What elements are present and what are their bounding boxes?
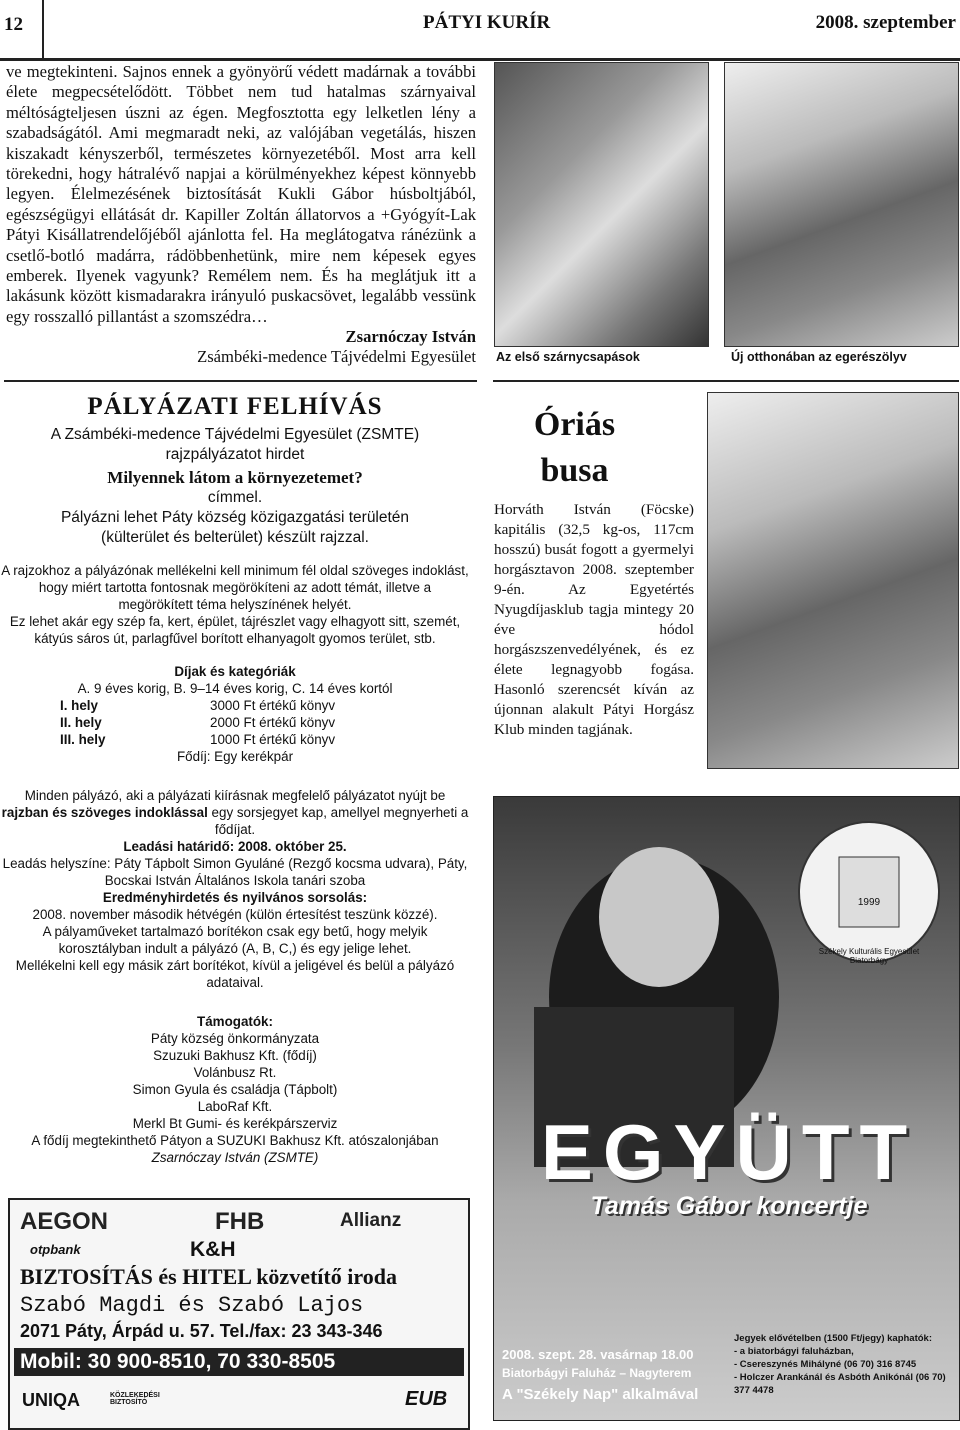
poster-event-info (502, 1347, 732, 1403)
newspaper-name: PÁTYI KURÍR (423, 12, 551, 33)
sponsor-item: LaboRaf Kft. (197, 1099, 273, 1114)
main-prize: Fődíj: Egy kerékpár (176, 749, 294, 764)
sponsor-item: Simon Gyula és családja (Tápbolt) (132, 1082, 338, 1097)
competition-para5: Mellékelni kell egy másik zárt borítékot, kívül a jeligével és belül a pályázó adataival. (15, 958, 455, 990)
results-title: Eredményhirdetés és nyilvános sorsolás: (102, 890, 368, 905)
prize-place: III. hely (60, 732, 106, 747)
competition-line1: A Zsámbéki-medence Tájvédelmi Egyesület (ZSMTE) (50, 426, 420, 443)
competition-title: PÁLYÁZATI FELHÍVÁS (87, 393, 383, 420)
sponsor-item: Merkl Bt Gumi- és kerékpárszerviz (132, 1116, 338, 1131)
article-signature (6, 327, 476, 367)
prize-place: II. hely (60, 715, 102, 730)
sponsor-item: Páty község önkormányzata (150, 1031, 320, 1046)
photo-bird-wings (494, 62, 709, 347)
logo-kozlekedesi: KÖZLEKEDÉSI BIZTOSÍTÓ (110, 1392, 160, 1406)
prizes-title: Díjak és kategóriák (174, 664, 296, 679)
fish-article: Horváth István (Föcske) kapitális (32,5 kg-os, 117cm hosszú) busát fogott a gyermelyi horgásztavon 2008. szeptember 9-én. Az Egyetértés Nyugdíjasklub tagja mintegy 20 éve hódol horgászszenvedélyének, és ez élete legnagyobb fogása. Hasonló szerencsét kíván az újonnan alakult Pátyi Horgász Klub minden tagjának. (494, 501, 694, 738)
para3-part: egy sorsjegyet kap, amellyel megnyerheti a fődíjat. (207, 805, 469, 837)
concert-poster (493, 796, 960, 1421)
poster-logo-text: Székely Kulturális Egyesület Biatorbágy (818, 947, 920, 965)
bird-article (6, 62, 476, 367)
page-header (0, 0, 960, 61)
poster-ticket-item: - a biatorbágyi faluházban, (734, 1346, 854, 1357)
caption-new-home: Új otthonában az egerészölyv (731, 350, 907, 364)
poster-tickets-title: Jegyek elővételben (1500 Ft/jegy) kaphatók: (734, 1333, 932, 1344)
logo-eub: EUB (405, 1388, 448, 1410)
article-body: ve megtekinteni. Sajnos ennek a gyönyörű védett madárnak a további élete megpecsételődött. Többet nem tud hatalmas szárnyaival méltóságteljesen úszni az égen. Megfosztotta egy lelketlen lény a szabadságától. Ami megmaradt neki, az valójában vegetálás, hiszen kiszakadt kényszerből, természetes környezetéből. Most arra kell törekedni, hogy hátralévő napjai a körülményekhez képest könnyebb legyen. Élelmezésének biztosítását Kukli Gábor húsboltjából, egészségügyi ellátását dr. Kapiller Zoltán állatorvos a +Gyógyít-Lak Pátyi Kisállatrendelőjéből ajánlotta fel. Ha meglátogatva ránézünk a csetlő-botló madárra, rádöbbenhetünk, mire nem képesek egyes emberek. Ilyenek vagyunk? Remélem nem. És ha meglátjuk itt a lakásunk között kismadarakra irányuló puskacsövet, legalább vessünk egy rosszalló pillantást a szomszédra… (6, 62, 476, 326)
poster-ticket-item: - Csereszynés Mihályné (06 70) 316 8745 (734, 1359, 917, 1370)
competition-para3 (0, 787, 470, 838)
categories: A. 9 éves korig, B. 9–14 éves korig, C. 14 éves kortól (77, 681, 393, 696)
competition-signature: Zsarnóczay István (ZSMTE) (151, 1150, 319, 1165)
fish-title-line1: Óriás (533, 406, 616, 443)
sponsor-item: Szuzuki Bakhusz Kft. (fődíj) (153, 1048, 317, 1063)
para3-part: Minden pályázó, aki a pályázati kiírásnak megfelelő pályázatot nyújt be (24, 788, 446, 803)
logo-otpbank: otpbank (30, 1242, 81, 1257)
competition-para2: Ez lehet akár egy szép fa, kert, épület, tájrészlet vagy elhagyott sitt, szemét, kátyús sáros út, parlagfűvel borított elhanyagolt gyomos terület, stb. (9, 614, 461, 646)
competition-theme: Milyennek látom a környezetemet? (107, 468, 363, 487)
competition-para4: A pályaműveket tartalmazó borítékon csak egy betű, hogy melyik korosztályban indult a pályázó (A, B, C,) és egy jelige lehet. (42, 924, 428, 956)
photo-fisherman (707, 392, 959, 769)
caption-first-flaps: Az első szárnycsapások (496, 350, 640, 364)
prize-place: I. hely (60, 698, 98, 713)
fish-title (493, 402, 656, 494)
competition-line4: Pályázni lehet Páty község közigazgatási területén (60, 509, 410, 526)
fish-title-line2: busa (540, 452, 609, 489)
deadline: Leadási határidő: 2008. október 25. (123, 839, 347, 854)
page-number: 12 (4, 14, 23, 35)
article-org: Zsámbéki-medence Tájvédelmi Egyesület (197, 347, 476, 367)
competition-notice (0, 393, 470, 1166)
ad-address: 2071 Páty, Árpád u. 57. Tel./fax: 23 343-346 (20, 1321, 383, 1341)
logo-aegon: AEGON (20, 1208, 109, 1235)
poster-tickets (734, 1332, 954, 1397)
logo-fhb: FHB (215, 1208, 265, 1235)
logo-allianz: Allianz (340, 1210, 402, 1231)
prize-value: 2000 Ft értékű könyv (210, 715, 336, 730)
ad-mobile: Mobil: 30 900-8510, 70 330-8505 (14, 1348, 464, 1376)
poster-event: A "Székely Nap" alkalmával (502, 1386, 699, 1403)
page-number-box (4, 0, 44, 58)
para3-bold: rajzban és szöveges indoklással (1, 805, 208, 820)
prize-list (0, 697, 470, 748)
divider-left (4, 380, 477, 382)
ad-title: BIZTOSÍTÁS és HITEL közvetítő iroda (20, 1264, 397, 1289)
results-text: 2008. november második hétvégén (külön értesítést teszünk közzé). (32, 907, 438, 922)
divider-right (493, 380, 959, 382)
poster-logo-year: 1999 (857, 897, 881, 908)
poster-venue: Biatorbágyi Faluház – Nagyterem (502, 1366, 692, 1380)
sponsor-item: Volánbusz Rt. (193, 1065, 277, 1080)
prize-value: 3000 Ft értékű könyv (210, 698, 336, 713)
photo-buzzard (724, 62, 959, 347)
submission-place: Leadás helyszíne: Páty Tápbolt Simon Gyuláné (Rezgő kocsma udvara), Páty, Bocskai István Általános Iskola tanári szoba (2, 856, 468, 888)
prize-value: 1000 Ft értékű könyv (210, 732, 336, 747)
competition-line3: címmel. (207, 489, 263, 506)
ad-names: Szabó Magdi és Szabó Lajos (20, 1293, 364, 1318)
competition-line5: (külterület és belterület) készült rajzzal. (101, 529, 369, 546)
poster-ticket-item: - Holczer Arankánál és Asbóth Anikónál (06 70) 377 4478 (734, 1372, 946, 1396)
insurance-ad (8, 1198, 470, 1430)
sponsors-title: Támogatók: (197, 1014, 273, 1029)
issue-date: 2008. szeptember (815, 12, 956, 33)
poster-date: 2008. szept. 28. vasárnap 18.00 (502, 1347, 694, 1362)
competition-para1: A rajzokhoz a pályázónak mellékelni kell minimum fél oldal szöveges indoklást, hogy miért tartotta fontosnak megörökíteni az adott témát, illetve a megörökített téma helyszínének helyét. (1, 563, 469, 612)
sponsor-item: A fődíj megtekinthető Pátyon a SUZUKI Bakhusz Kft. atószalonjában (31, 1133, 439, 1148)
poster-subtitle: Tamás Gábor koncertje (590, 1192, 868, 1220)
logo-kh: K&H (190, 1238, 236, 1261)
poster-title: EGYÜTT (540, 1108, 918, 1196)
competition-line2: rajzpályázatot hirdet (165, 446, 305, 463)
article-author: Zsarnóczay István (345, 327, 476, 347)
logo-uniqa: UNIQA (22, 1390, 80, 1410)
